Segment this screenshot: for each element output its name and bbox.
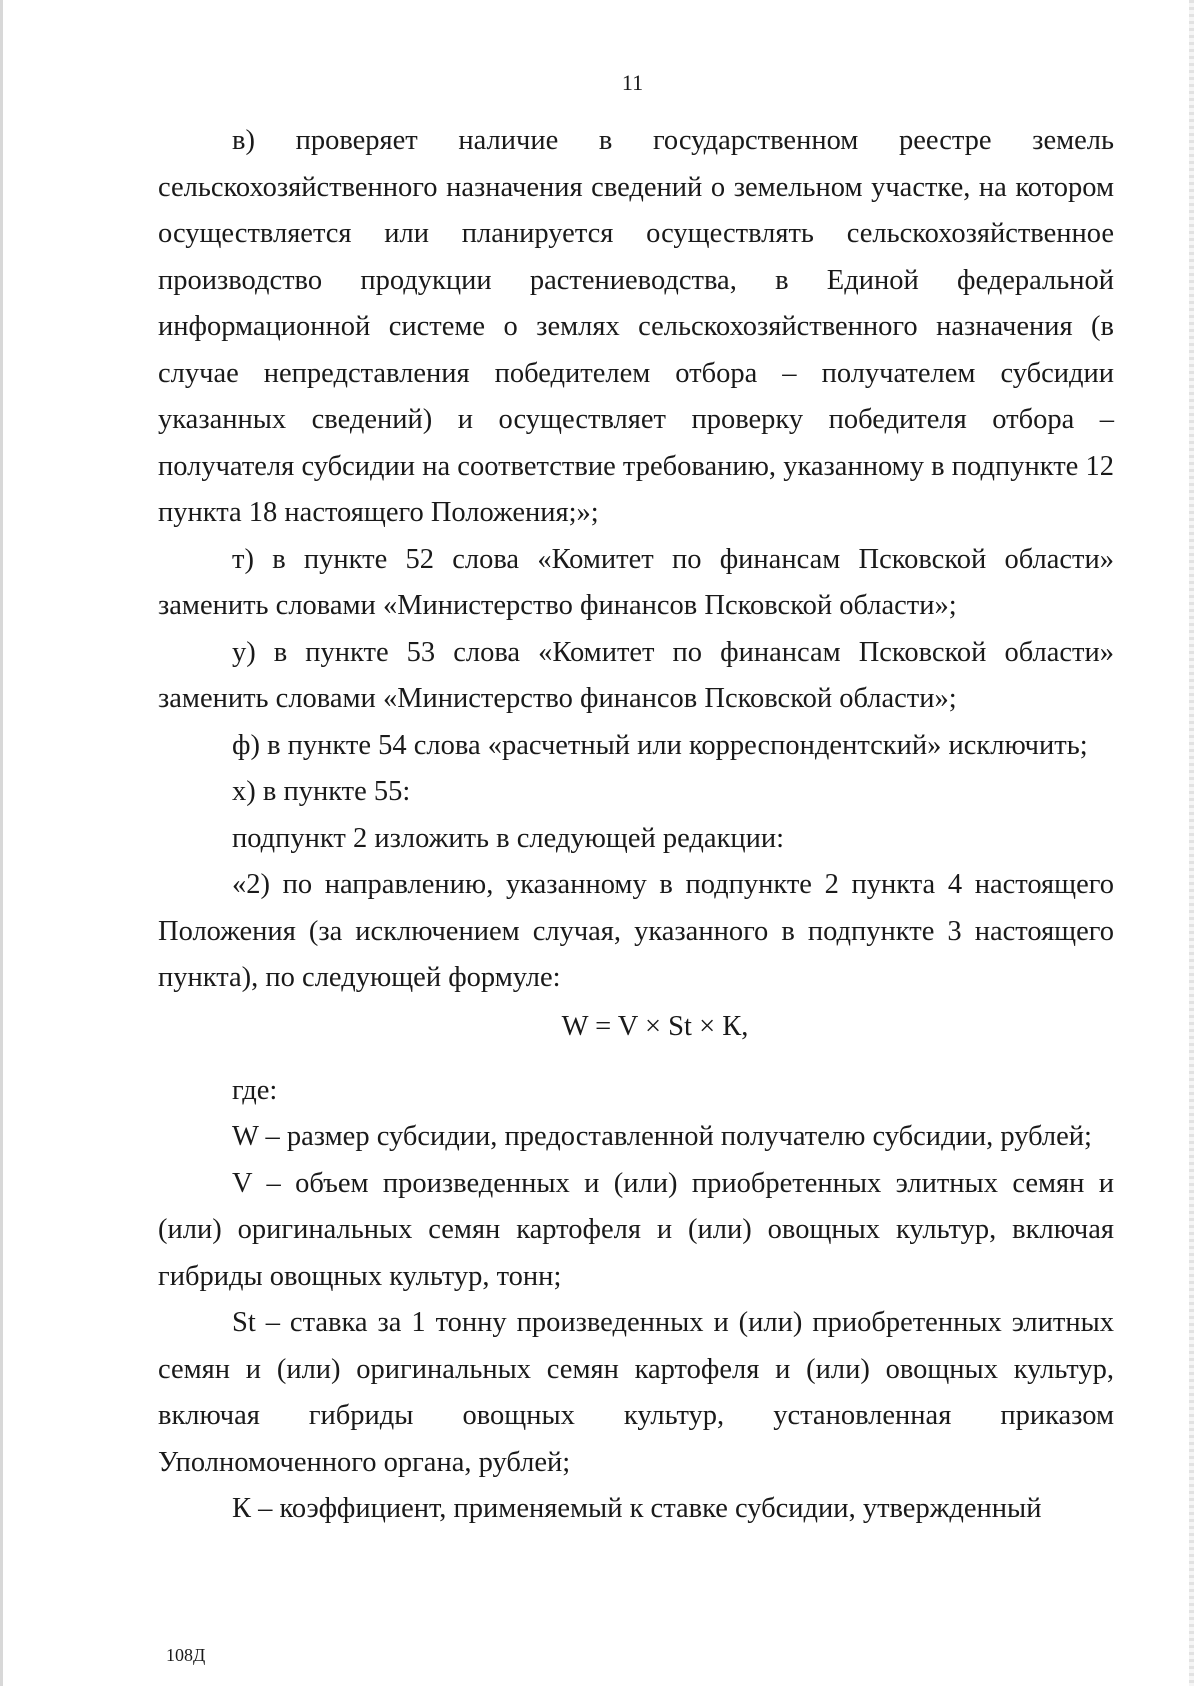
subsidy-formula: W = V × St × К, <box>561 1010 749 1042</box>
page-number: 11 <box>621 70 644 95</box>
definition-v: V – объем произведенных и (или) приобретенных элитных семян и (или) оригинальных семян картофеля и (или) овощных культур, включая гибриды овощных культур, тонн; <box>158 1167 1114 1292</box>
footer-document-code: 108Д <box>166 1645 206 1665</box>
paragraph-v-item: в) проверяет наличие в государственном реестре земель сельскохозяйственного назначения сведений о земельном участке, на котором осуществляется или планируется осуществлять сельскохозяйственное производство продукции растениеводства, в Единой федеральной информационной системе о землях сельскохозяйственного назначения (в случае непредставления победителем отбора – получателем субсидии указанных сведений) и осуществляет проверку победителя отбора – получателя субсидии на соответствие требованию, указанному в подпункте 12 пункта 18 настоящего Положения;»; <box>158 125 1114 528</box>
definition-st: St – ставка за 1 тонну произведенных и (или) приобретенных элитных семян и (или) оригинальных семян картофеля и (или) овощных культур, включая гибриды овощных культур, установленная приказом Уполномоченного органа, рублей; <box>158 1307 1114 1478</box>
paragraph-where: где: <box>232 1074 278 1106</box>
scan-edge-left <box>0 0 3 1686</box>
scan-edge-right <box>1189 0 1194 1686</box>
paragraph-kh-item: х) в пункте 55: <box>232 776 411 807</box>
paragraph-subitem-2-text: «2) по направлению, указанному в подпункте 2 пункта 4 настоящего Положения (за исключением случая, указанного в подпункте 3 настоящего пункта), по следующей формуле: <box>158 869 1114 993</box>
definition-w: W – размер субсидии, предоставленной получателю субсидии, рублей; <box>232 1121 1092 1152</box>
paragraph-t-item: т) в пункте 52 слова «Комитет по финансам Псковской области» заменить словами «Министерство финансов Псковской области»; <box>158 543 1114 621</box>
definition-k: К – коэффициент, применяемый к ставке субсидии, утвержденный <box>232 1493 1042 1524</box>
paragraph-u-item: у) в пункте 53 слова «Комитет по финансам Псковской области» заменить словами «Министерство финансов Псковской области»; <box>158 636 1114 714</box>
paragraph-subitem-2-instruction: подпункт 2 изложить в следующей редакции: <box>232 822 785 854</box>
paragraph-f-item: ф) в пункте 54 слова «расчетный или корреспондентский» исключить; <box>232 729 1088 761</box>
document-body <box>158 118 1114 1533</box>
